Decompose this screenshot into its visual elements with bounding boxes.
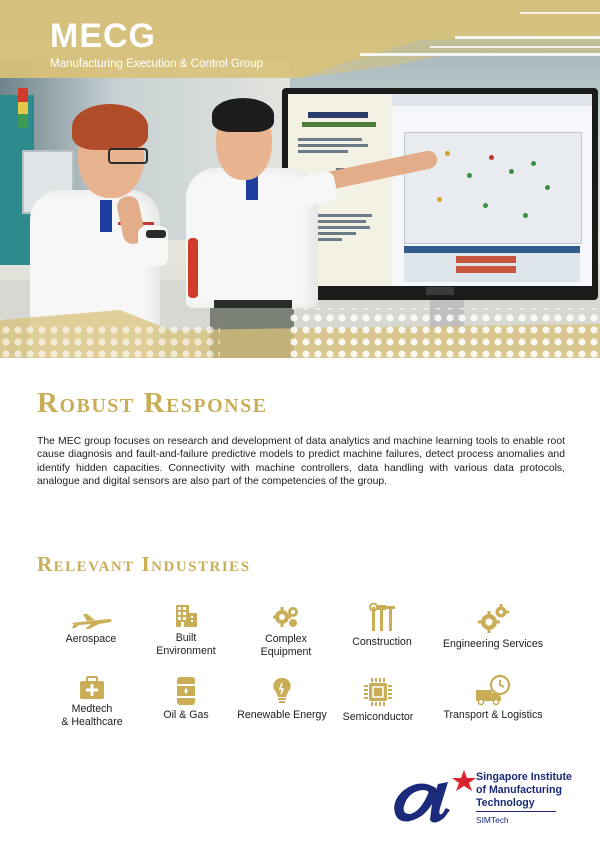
logo-line-2: of Manufacturing	[476, 783, 562, 796]
robust-response-paragraph: The MEC group focuses on research and development of data analytics and machine learning tools to enable root cause diagnosis and fault-and-failure predictive models to predict machine failures, detect process anomalies and identify hidden capacities. Connectivity with machine controllers, data handling with various data protocols, analogue and digital sensors are also part of the competencies of the group.	[37, 436, 565, 488]
industry-label: Complex Equipment	[260, 633, 312, 658]
industry-renewable-energy	[236, 676, 328, 722]
hero-photo	[0, 0, 600, 358]
industry-construction	[340, 603, 424, 649]
industry-label: Construction	[352, 636, 412, 648]
header-band	[0, 0, 600, 78]
lightbulb-icon	[271, 676, 293, 706]
logo-short-name: SIMTech	[476, 815, 509, 825]
logo-wordmark	[476, 771, 572, 809]
industry-complex-equipment	[248, 604, 324, 659]
dashboard-panel	[392, 94, 592, 286]
tools-icon	[366, 603, 398, 633]
airplane-icon	[69, 612, 113, 630]
medical-kit-icon	[78, 676, 106, 700]
page-subtitle: Manufacturing Execution & Control Group	[50, 58, 263, 70]
industry-label: Transport & Logistics	[443, 709, 543, 721]
industry-built-environment	[148, 603, 224, 658]
gear-cluster-icon	[272, 604, 300, 630]
industry-medtech-healthcare	[52, 676, 132, 729]
industry-label: Semiconductor	[342, 711, 414, 723]
decorative-dot-band	[0, 300, 600, 358]
oil-barrel-icon	[175, 676, 197, 706]
industry-aerospace	[55, 612, 127, 646]
monitor-brand-badge	[426, 287, 454, 295]
industry-label: Oil & Gas	[163, 709, 209, 721]
logo-line-1: Singapore Institute	[476, 771, 572, 783]
industry-label: Renewable Energy	[237, 709, 327, 721]
industry-semiconductor	[338, 676, 418, 724]
gears-icon	[477, 603, 509, 635]
industry-transport-logistics	[436, 674, 550, 722]
section-heading-robust-response: Robust Response	[37, 387, 268, 419]
industry-label: Engineering Services	[442, 638, 544, 650]
section-heading-relevant-industries: Relevant Industries	[37, 552, 251, 576]
industry-label: Built Environment	[156, 632, 216, 657]
logo-divider	[476, 811, 556, 812]
industry-label: Medtech & Healthcare	[61, 703, 123, 728]
industry-label: Aerospace	[65, 633, 117, 645]
factory-map	[404, 132, 582, 244]
chip-icon	[362, 676, 394, 708]
signal-lamp	[18, 88, 28, 128]
industry-oil-gas	[148, 676, 224, 722]
industry-engineering-services	[436, 603, 550, 651]
building-icon	[173, 603, 199, 629]
page-title: MECG	[50, 17, 156, 55]
maintenance-table	[404, 246, 580, 282]
logo-line-3: Technology	[476, 796, 535, 809]
truck-clock-icon	[474, 674, 512, 706]
